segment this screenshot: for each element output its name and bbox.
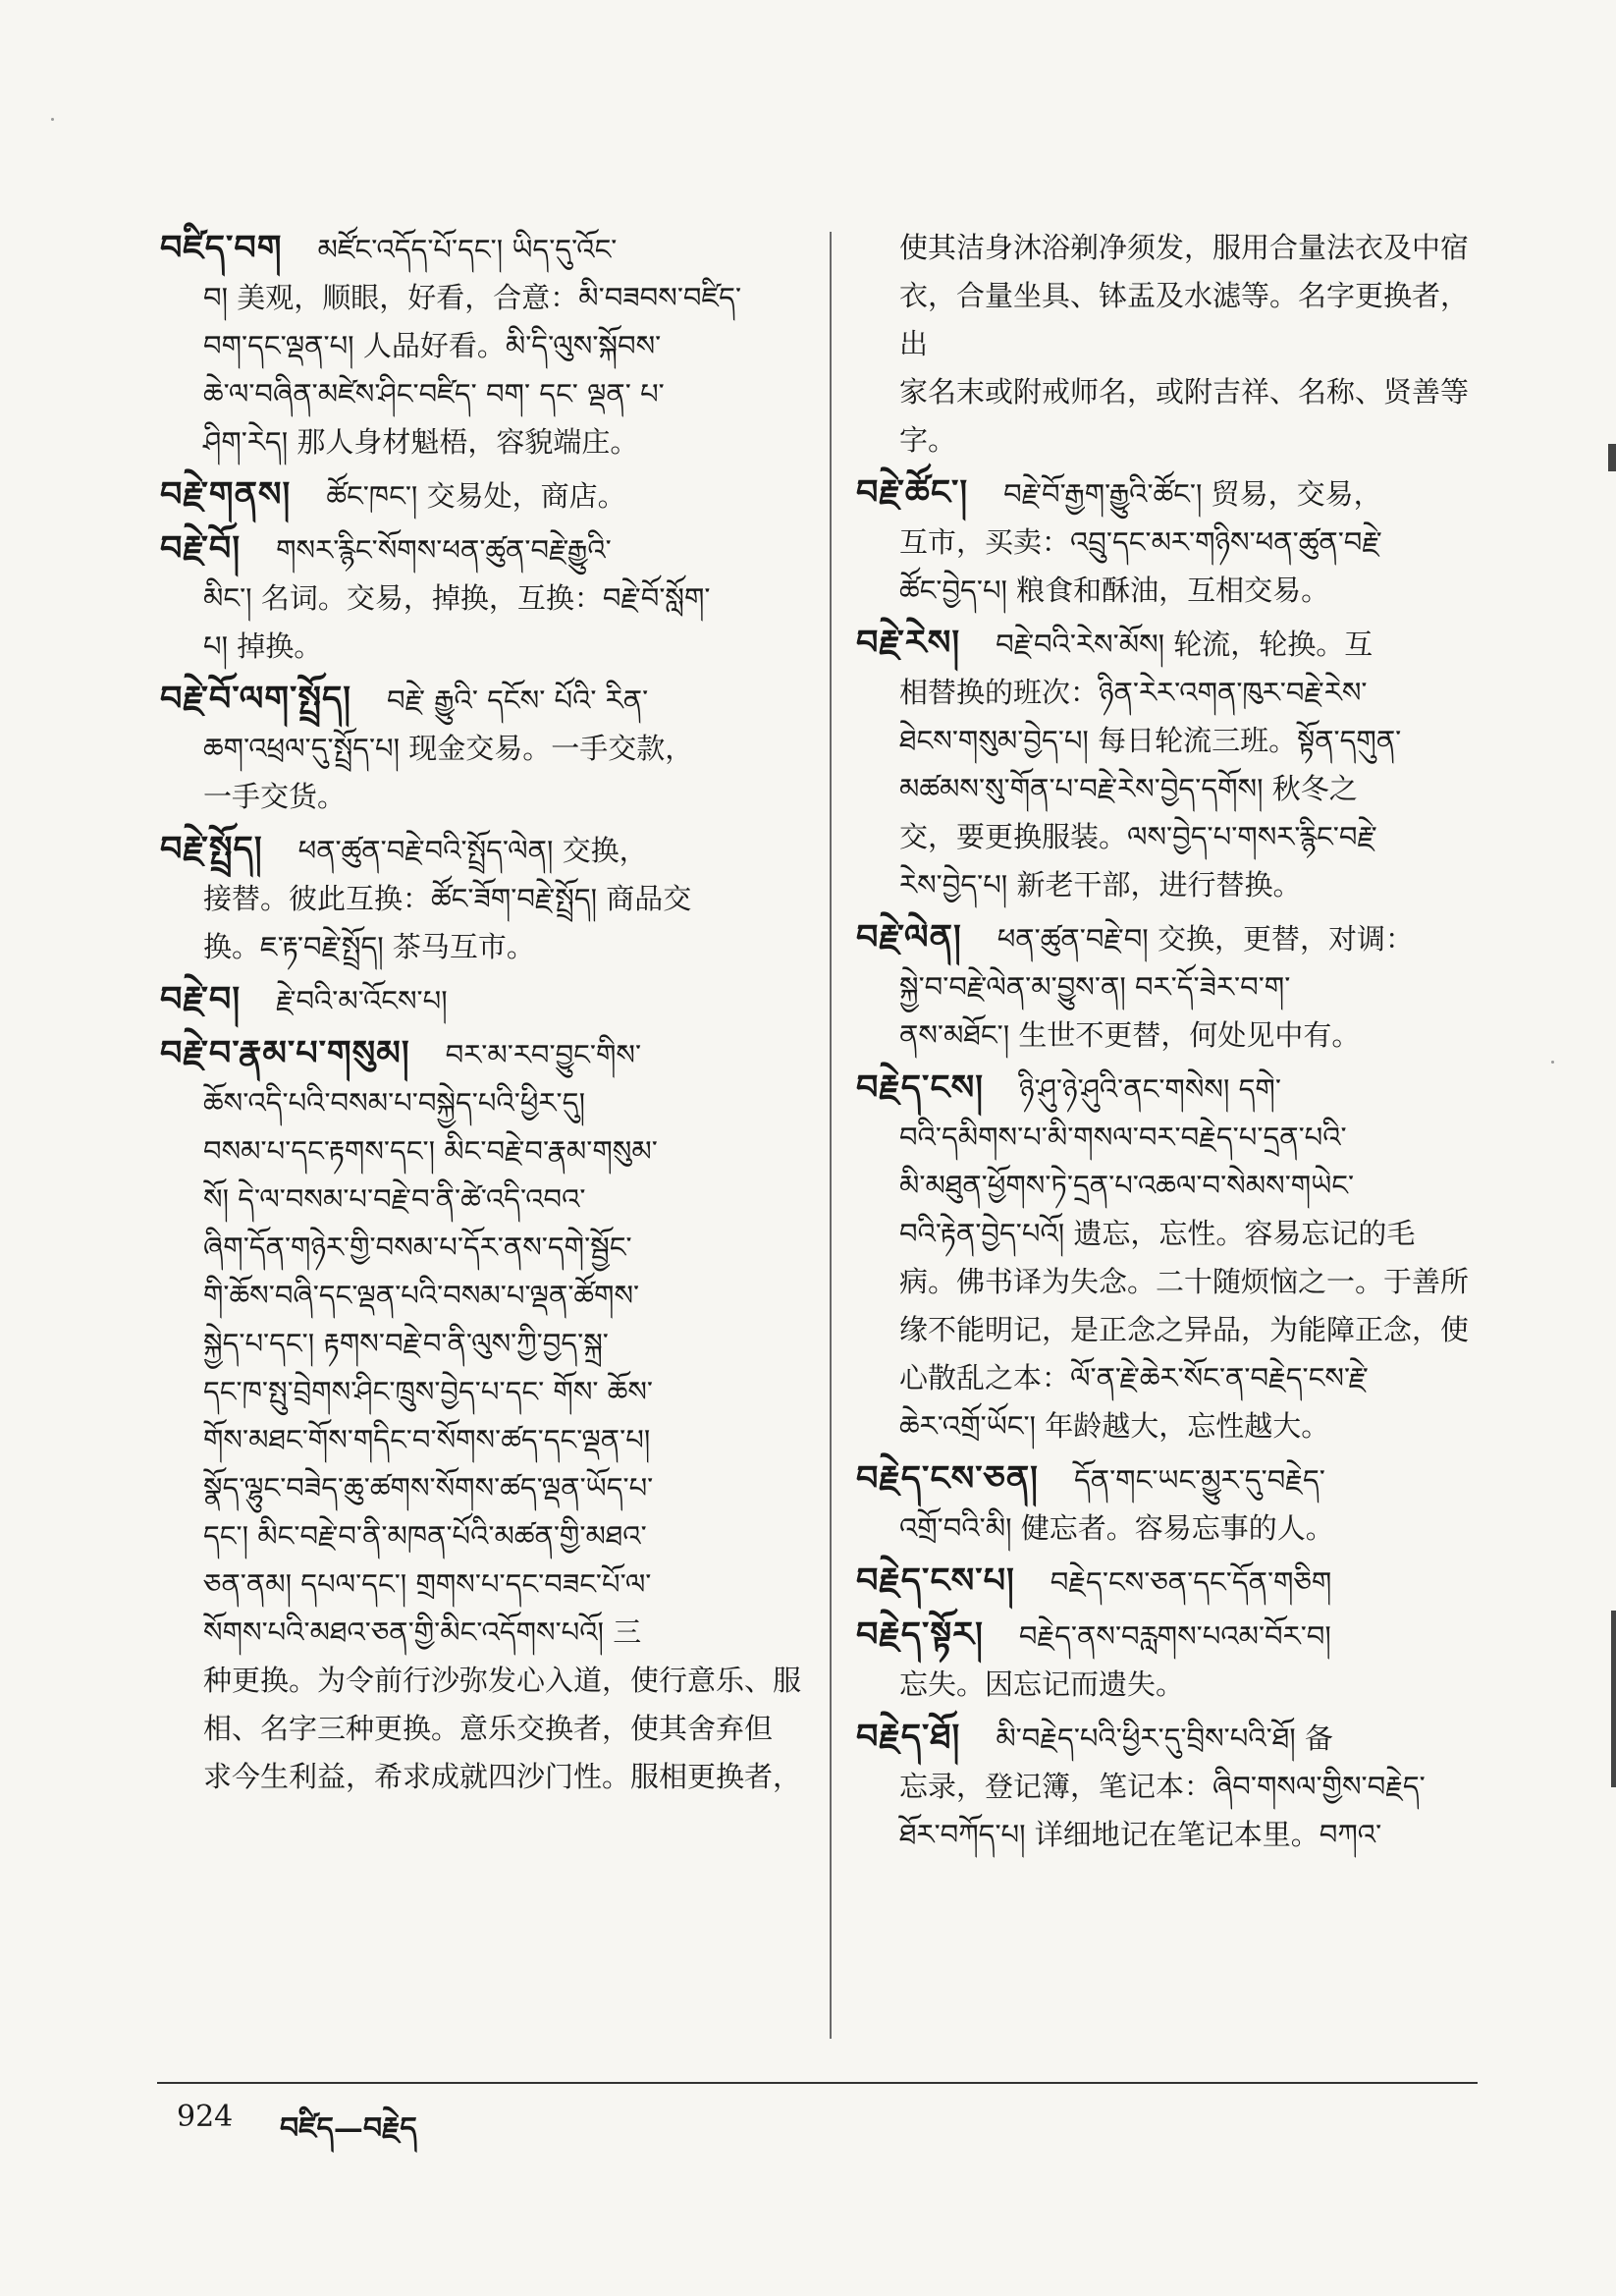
entry-text-line: གསར་རྙིང་སོགས་ཕན་ཚུན་བརྗེ་རྒྱུའི་ xyxy=(276,533,612,567)
dictionary-entry xyxy=(160,675,813,821)
dictionary-entry xyxy=(160,975,813,1025)
entry-headword: བརྗེ་བོ། xyxy=(160,528,242,569)
entry-headword: བརྗེད་ངས། xyxy=(856,1067,984,1108)
entry-text-line: སྣོད་ལྷུང་བཟེད་ཆུ་ཚགས་སོགས་ཚད་ལྡན་ཡོད་པ་ xyxy=(203,1471,654,1504)
entry-text-line: བར་མ་རབ་བྱུང་གིས་ xyxy=(445,1038,642,1071)
entry-text-line: 交，要更换服装。ལས་བྱེད་པ་གསར་རྙིང་བརྗེ་ xyxy=(899,820,1377,853)
entry-text-line: བརྗེད་ནས་བརླགས་པའམ་བོར་བ། xyxy=(1018,1619,1331,1653)
entry-text-line: 种更换。为令前行沙弥发心入道，使行意乐、服 xyxy=(203,1664,802,1697)
entry-text-line: བརྗེ་བའི་རེས་མོས། 轮流，轮换。互 xyxy=(996,628,1374,661)
entry-text-line: བ། 美观，顺眼，好看，合意：མི་བཟབས་བཛིད་ xyxy=(203,281,742,314)
entry-text-line: མི་མཐུན་ཕྱོགས་ཏེ་དྲན་པ་འཆལ་བ་སེམས་གཡེང་ xyxy=(899,1169,1355,1202)
entry-headword: བཛིད་བག xyxy=(160,228,283,268)
entry-text-line: 忘录，登记簿，笔记本：ཞིབ་གསལ་གྱིས་བརྗེད་ xyxy=(899,1770,1426,1803)
entry-text-line: བག་དང་ལྡན་པ། 人品好看。མི་དི་ལུས་སྐོབས་ xyxy=(203,329,662,362)
entry-text-line: 求今生利益，希求成就四沙门性。服相更换者， xyxy=(203,1760,802,1793)
entry-text-line: ཅན་ནམ། དཔལ་དང་། གྲགས་པ་དང་བཟང་པོ་ལ་ xyxy=(203,1567,652,1601)
entry-text-line: མིང་། 名词。交易，掉换，互换：བརྗེ་བོ་སློག་ xyxy=(203,581,711,615)
dictionary-entry xyxy=(856,468,1494,615)
entry-text-line: འགྲོ་བའི་མི། 健忘者。容易忘事的人。 xyxy=(899,1511,1334,1545)
entry-text-line: ཉི་ཤུ་ཉེ་ཤུའི་ནང་གསེས། དགེ་ xyxy=(1019,1072,1281,1106)
dictionary-entry xyxy=(856,224,1494,465)
dictionary-entry xyxy=(856,913,1494,1060)
entry-text-line: གོས་མཐང་གོས་གདིང་བ་སོགས་ཚད་དང་ལྡན་པ། xyxy=(203,1423,651,1456)
entry-text-line: 心散乱之本：ལོ་ན་རྗེ་ཆེར་སོང་ན་བརྗེད་ངས་རྗེ་ xyxy=(899,1361,1369,1394)
entry-text-line: དོན་གང་ཡང་མྱུར་དུ་བརྗེད་ xyxy=(1073,1463,1325,1497)
entry-text-line: པ། 掉换。 xyxy=(203,629,323,663)
entry-text-line: 忘失。因忘记而遗失。 xyxy=(899,1667,1185,1701)
entry-text-line: མཛོང་འདོད་པོ་དང་། ཡིད་དུ་འོང་ xyxy=(317,233,618,266)
entry-text-line: ཤིག་རེད། 那人身材魁梧，容貌端庄。 xyxy=(203,425,639,459)
entry-text-line: བའི་རྟེན་བྱེད་པའོ། 遗忘，忘性。容易忘记的毛 xyxy=(899,1217,1416,1250)
dictionary-entry xyxy=(160,224,813,466)
entry-text-line: 衣，合量坐具、钵盂及水滤等。名字更换者，出 xyxy=(899,279,1470,360)
entry-text-line: 病。佛书译为失念。二十随烦恼之一。于善所 xyxy=(899,1265,1470,1298)
entry-text-line: ཚོང་ཁང་། 交易处，商店。 xyxy=(326,479,626,513)
entry-text-line: བསམ་པ་དང་རྟགས་དང་། མིང་བརྗེ་བ་རྣམ་གསུམ་ xyxy=(203,1134,658,1168)
dictionary-entry xyxy=(856,1454,1494,1553)
entry-text-line: ནས་མཐོང་། 生世不更替，何处见中有。 xyxy=(899,1018,1361,1052)
entry-text-line: 换。ཇ་རྟ་བརྗེ་སྤྲོད། 茶马互市。 xyxy=(203,930,535,963)
entry-text-line: བརྗེ་ རྒྱུའི་ དངོས་ པོའི་ རིན་ xyxy=(387,683,649,717)
entry-text-line: བརྗེ་བོ་རྒྱག་རྒྱུའི་ཚོང་། 贸易，交易， xyxy=(1003,477,1382,511)
entry-text-line: 一手交货。 xyxy=(203,780,347,813)
entry-text-line: དང་ཁ་སྤུ་བྲེགས་ཤིང་ཁྲུས་བྱེད་པ་དང་ གོས་ ཆོས་ xyxy=(203,1375,654,1408)
entry-text-line: ཕན་ཚུན་བརྗེ་བའི་སྤྲོད་ལེན། 交换， xyxy=(297,834,648,867)
dictionary-entry xyxy=(160,825,813,971)
dictionary-entry xyxy=(160,1029,813,1801)
entry-headword: བརྗེ་ལེན། xyxy=(856,917,962,957)
column-divider xyxy=(830,232,832,2039)
entry-text-line: ཆག་འཕྲལ་དུ་སྤྲོད་པ། 现金交易。一手交款， xyxy=(203,732,694,765)
scan-edge-mark xyxy=(1611,1611,1616,1787)
entry-text-line: 相、名字三种更换。意乐交换者，使其舍弃但 xyxy=(203,1712,774,1745)
running-head: བཛིད—བརྗེད xyxy=(280,2111,417,2146)
entry-text-line: སོ། དེ་ལ་བསམ་པ་བརྗེ་བ་ནི་ཚེ་འདི་འབའ་ xyxy=(203,1182,586,1216)
entry-text-line: ཞིག་དོན་གཉེར་གྱི་བསམ་པ་དོར་ནས་དགེ་སྦྱོང་ xyxy=(203,1230,632,1264)
dictionary-entry xyxy=(856,1557,1494,1607)
entry-headword: བརྗེ་གནས། xyxy=(160,474,292,515)
entry-headword: བརྗེ་སྤྲོད། xyxy=(160,829,263,869)
scan-speck xyxy=(51,118,54,121)
entry-headword: བརྗེད་ཐོ། xyxy=(856,1717,961,1757)
entry-text-line: 家名末或附戒师名，或附吉祥、名称、贤善等字。 xyxy=(899,375,1470,457)
entry-text-line: སྐྱེ་བ་བརྗེ་ལེན་མ་བྱུས་ན། བར་དོ་ཟེར་བ་ག་ xyxy=(899,970,1291,1004)
dictionary-entry xyxy=(856,1611,1494,1709)
entry-headword: བརྗེ་རེས། xyxy=(856,623,961,663)
entry-text-line: 相替换的班次：ཉིན་རེར་འགན་ཁུར་བརྗེ་རེས་ xyxy=(899,676,1368,709)
dictionary-entry xyxy=(160,524,813,671)
right-column xyxy=(856,224,1494,1863)
page-number: 924 xyxy=(177,2100,234,2134)
footer-rule xyxy=(157,2082,1478,2084)
scan-edge-mark xyxy=(1608,444,1616,471)
entry-text-line: དང་། མིང་བརྗེ་བ་ནི་མཁན་པོའི་མཚན་གྱི་མཐའ་ xyxy=(203,1519,647,1553)
scan-speck xyxy=(1551,1061,1554,1064)
entry-text-line: 使其洁身沐浴剃净须发，服用合量法衣及中宿 xyxy=(899,231,1470,264)
entry-text-line: རྗེ་བའི་མ་འོངས་པ། xyxy=(276,984,448,1017)
entry-text-line: ཕན་ཚུན་བརྗེ་བ། 交换，更替，对调： xyxy=(997,922,1414,956)
entry-headword: བརྗེ་བོ་ལག་སྤྲོད། xyxy=(160,679,352,719)
entry-text-line: རེས་བྱེད་པ། 新老干部，进行替换。 xyxy=(899,868,1302,902)
entry-text-line: ཆོས་འདི་པའི་བསམ་པ་བསྐྱེད་པའི་ཕྱིར་དུ། xyxy=(203,1086,586,1120)
entry-headword: བརྗེད་ངས་ཅན། xyxy=(856,1458,1039,1499)
entry-text-line: ཐེངས་གསུམ་བྱེད་པ། 每日轮流三班。སྟོན་དགུན་ xyxy=(899,724,1402,757)
entry-text-line: སོགས་པའི་མཐའ་ཅན་གྱི་མིང་འདོགས་པའོ། 三 xyxy=(203,1615,642,1649)
entry-text-line: མི་བརྗེད་པའི་ཕྱིར་དུ་བྲིས་པའི་ཐོ། 备 xyxy=(996,1722,1333,1755)
entry-headword: བརྗེ་བ། xyxy=(160,979,242,1019)
entry-text-line: མཚམས་སུ་གོན་པ་བརྗེ་རེས་བྱེད་དགོས། 秋冬之 xyxy=(899,772,1358,805)
entry-text-line: ཐོར་བཀོད་པ། 详细地记在笔记本里。བཀའ་ xyxy=(899,1818,1382,1851)
entry-text-line: 接替。彼此互换：ཚོང་ཟོག་བརྗེ་སྤྲོད། 商品交 xyxy=(203,882,692,915)
dictionary-entry xyxy=(160,470,813,520)
dictionary-entry xyxy=(856,1064,1494,1450)
entry-text-line: སྐྱེད་པ་དང་། རྟགས་བརྗེ་བ་ནི་ལུས་ཀྱི་བྱད་སྐྲ་ xyxy=(203,1327,609,1360)
entry-headword: བརྗེད་ངས་པ། xyxy=(856,1560,1015,1601)
entry-text-line: ཚོང་བྱེད་པ། 粮食和酥油，互相交易。 xyxy=(899,574,1330,607)
dictionary-entry xyxy=(856,1713,1494,1859)
entry-headword: བརྗེ་བ་རྣམ་པ་གསུམ། xyxy=(160,1033,410,1073)
entry-text-line: བའི་དམིགས་པ་མི་གསལ་བར་བརྗེད་པ་དྲན་པའི་ xyxy=(899,1121,1347,1154)
entry-headword: བརྗེད་སྟོར། xyxy=(856,1614,984,1655)
entry-text-line: 互市，买卖：འབྲུ་དང་མར་གཉིས་ཕན་ཚུན་བརྗེ་ xyxy=(899,525,1382,559)
entry-text-line: 缘不能明记，是正念之异品，为能障正念，使 xyxy=(899,1313,1470,1346)
left-column xyxy=(160,224,813,1805)
entry-text-line: གི་ཆོས་བཞི་དང་ལྡན་པའི་བསམ་པ་ལྡན་ཚོགས་ xyxy=(203,1279,640,1312)
entry-text-line: བརྗེད་ངས་ཅན་དང་དོན་གཅིག xyxy=(1050,1565,1332,1599)
entry-text-line: ཆེ་ལ་བཞིན་མཛེས་ཤིང་བཛིད་ བག་ དང་ ལྡན་ པ་ xyxy=(203,377,665,410)
entry-text-line: ཆེར་འགྲོ་ཡོང་། 年龄越大，忘性越大。 xyxy=(899,1409,1330,1443)
entry-headword: བརྗེ་ཚོང་། xyxy=(856,472,969,513)
dictionary-entry xyxy=(856,619,1494,909)
